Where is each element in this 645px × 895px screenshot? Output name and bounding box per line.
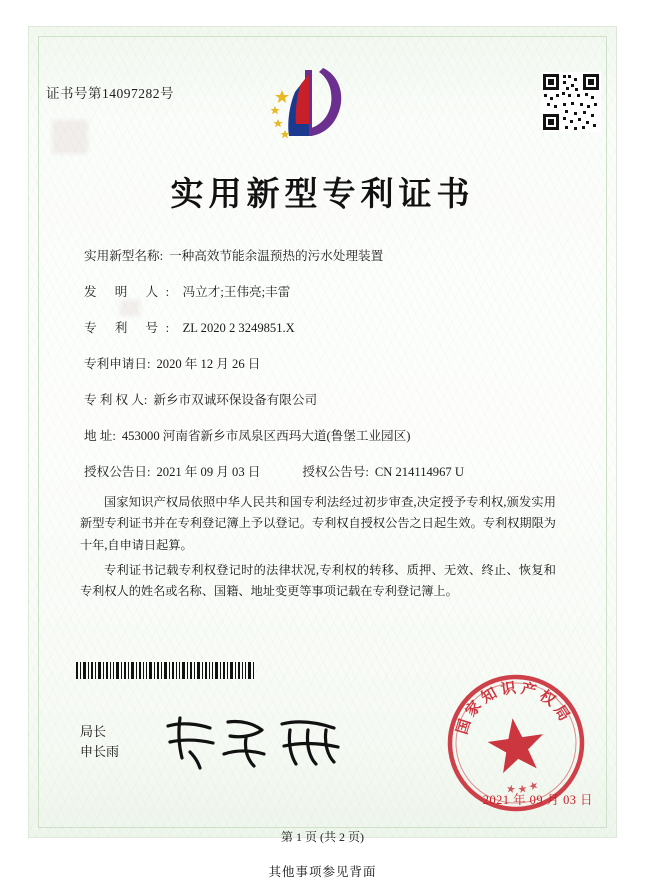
director-title-label: 局长 [80,724,107,739]
utility-model-name-value: 一种高效节能余温预热的污水处理装置 [169,249,384,263]
application-date-label: 专利申请日: [84,357,151,371]
legal-paragraph-2: 专利证书记载专利权登记时的法律状况,专利权的转移、质押、无效、终止、恢复和专利权人的姓名或名称、国籍、地址变更等事项记载在专利登记簿上。 [80,563,556,599]
field-row-name [84,248,554,265]
patentee-value: 新乡市双诚环保设备有限公司 [153,393,318,407]
inventor-label: 发 明 人: [84,285,177,299]
qr-code-icon [541,72,601,132]
director-name-label: 申长雨 [80,744,120,760]
signature-labels [80,722,119,762]
grant-number-label: 授权公告号: [302,465,369,479]
barcode-icon [76,662,254,679]
application-date-value: 2020 年 12 月 26 日 [156,357,261,371]
page-number: 第 1 页 (共 2 页) [281,830,364,844]
field-row-address [84,428,554,445]
patentee-label: 专 利 权 人: [84,393,148,407]
legal-text-section [80,492,556,607]
grant-date-label: 授权公告日: [84,465,151,479]
legal-paragraph-1: 国家知识产权局依照中华人民共和国专利法经过初步审查,决定授予专利权,颁发实用新型专利证书并在专利登记簿上予以登记。专利权自授权公告之日起生效。专利权期限为十年,自申请日起算。 [80,495,556,552]
grant-number-value: CN 214114967 U [374,465,464,479]
address-value: 453000 河南省新乡市凤泉区西玛大道(鲁堡工业园区) [121,429,411,443]
svg-text:国 家 知 识 产 权 局 [447,671,574,738]
certificate-number: 证书号第14097282号 [46,86,174,101]
inventor-value: 冯立才;王伟亮;丰雷 [182,285,291,299]
patent-number-value: ZL 2020 2 3249851.X [182,321,295,335]
field-row-application-date [84,356,554,373]
field-row-grant [84,464,554,481]
address-label: 地 址: [84,429,116,443]
director-handwritten-signature [158,712,358,774]
page-title: 实用新型专利证书 [170,177,475,213]
grant-date-value: 2021 年 09 月 03 日 [156,465,261,479]
field-row-patent-number [84,320,554,337]
footer-note: 其他事项参见背面 [268,865,377,879]
field-row-inventor [84,284,554,301]
seal-date: 2021 年 09 月 03 日 [482,793,593,807]
patent-number-label: 专 利 号: [84,321,177,335]
patent-office-emblem-icon [265,62,357,140]
field-row-patentee [84,392,554,409]
seal-top-text: 国 家 知 识 产 权 局 [454,680,572,737]
utility-model-name-label: 实用新型名称: [84,249,164,263]
svg-text:★ ★ ★: ★ ★ ★ [505,778,541,797]
fields-section [84,248,554,500]
